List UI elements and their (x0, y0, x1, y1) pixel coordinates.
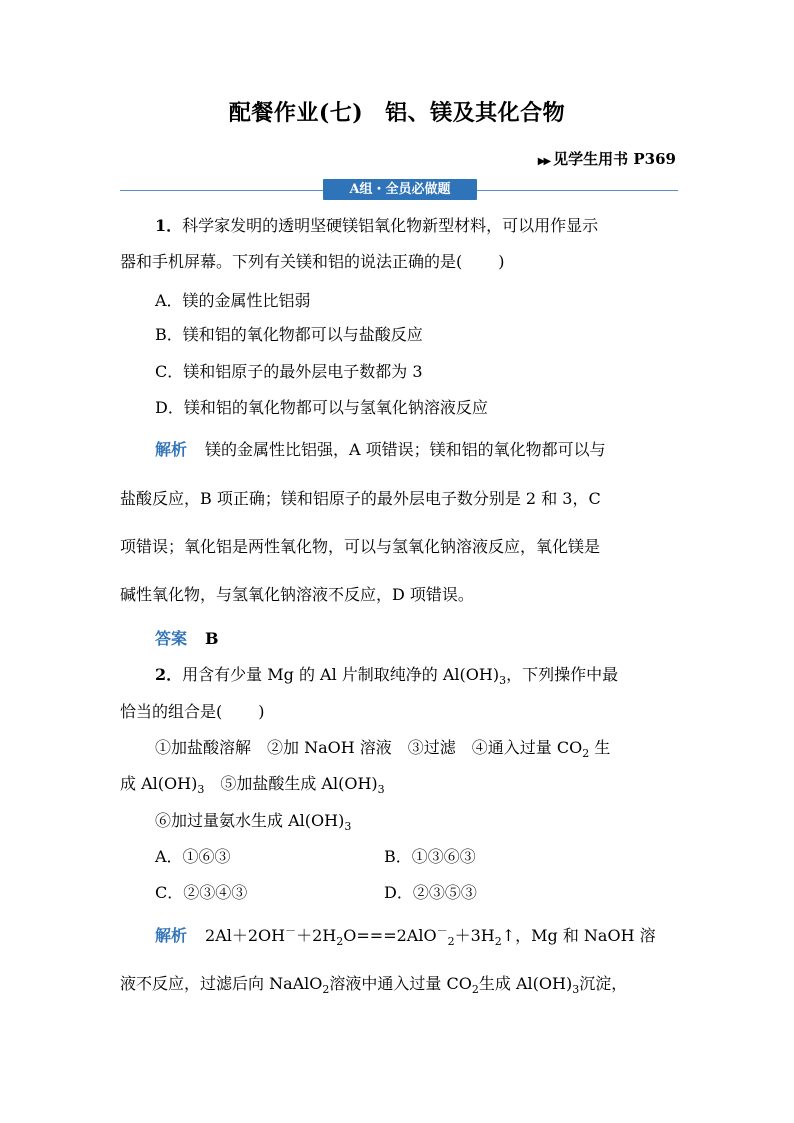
page-title (0, 96, 794, 127)
analysis-label: 解析 (155, 926, 188, 945)
section-badge: A组・全员必做题 (323, 179, 477, 200)
answer-value: B (205, 629, 219, 648)
answer-label: 答案 (155, 629, 188, 648)
q1-analysis-line1: 解析 镁的金属性比铝强，A 项错误；镁和铝的氧化物都可以与 (155, 440, 606, 459)
q2-stem-line2: 恰当的组合是( ) (120, 702, 265, 721)
q2-options-row1 (155, 844, 476, 867)
reference-note: ▶▶ 见学生用书 P369 (537, 150, 676, 168)
q2-operations-line1: ①加盐酸溶解 ②加 NaOH 溶液 ③过滤 ④通入过量 $CO_2$ 生 (155, 738, 611, 761)
q1-stem-line2: 器和手机屏幕。下列有关镁和铝的说法正确的是( ) (120, 252, 505, 271)
q2-options-row2 (155, 880, 477, 903)
q1-option-a: A．镁的金属性比铝弱 (155, 291, 311, 310)
title-left: 配餐作业(七) (228, 100, 364, 126)
q1-option-c: C．镁和铝原子的最外层电子数都为 3 (155, 362, 423, 381)
q2-option-c: C．②③④③ (155, 883, 248, 902)
q2-stem-line1: 2．用含有少量 Mg 的 Al 片制取纯净的 $Al(OH)_3$，下列操作中最 (155, 665, 619, 688)
q1-analysis-line2: 盐酸反应，B 项正确；镁和铝原子的最外层电子数分别是 2 和 3，C (120, 489, 601, 508)
q1-answer (155, 626, 219, 649)
q2-analysis-line1: 解析 $2Al+2OH^-+2H_2O===2AlO^-_2+3H_2↑$，Mg 和 NaOH 溶 (155, 924, 656, 949)
q2-option-a: A．①⑥③ (155, 847, 231, 866)
q2-operations-line3: ⑥加过量氨水生成 $Al(OH)_3$ (155, 811, 352, 834)
q1-option-d: D．镁和铝的氧化物都可以与氢氧化钠溶液反应 (155, 398, 488, 417)
q2-option-b: B．①③⑥③ (384, 847, 476, 866)
q1-analysis-line3: 项错误；氧化铝是两性氧化物，可以与氢氧化钠溶液反应，氧化镁是 (120, 537, 601, 556)
q1-analysis-line4: 碱性氧化物，与氢氧化钠溶液不反应，D 项错误。 (120, 585, 474, 604)
q2-operations-line2: 成 $Al(OH)_3$ ⑤加盐酸生成 $Al(OH)_3$ (120, 774, 385, 797)
title-right: 铝、镁及其化合物 (385, 100, 566, 126)
q2-analysis-line2: 液不反应，过滤后向 NaAlO$_2$溶液中通入过量 $CO_2$生成 $Al(OH)_3$沉淀， (120, 974, 628, 997)
analysis-label: 解析 (155, 440, 188, 459)
double-arrow-icon: ▶▶ (537, 156, 550, 167)
q2-option-d: D．②③⑤③ (384, 883, 477, 902)
q1-stem-line1: 1．科学家发明的透明坚硬镁铝氧化物新型材料，可以用作显示 (155, 216, 599, 235)
q1-option-b: B．镁和铝的氧化物都可以与盐酸反应 (155, 325, 423, 344)
